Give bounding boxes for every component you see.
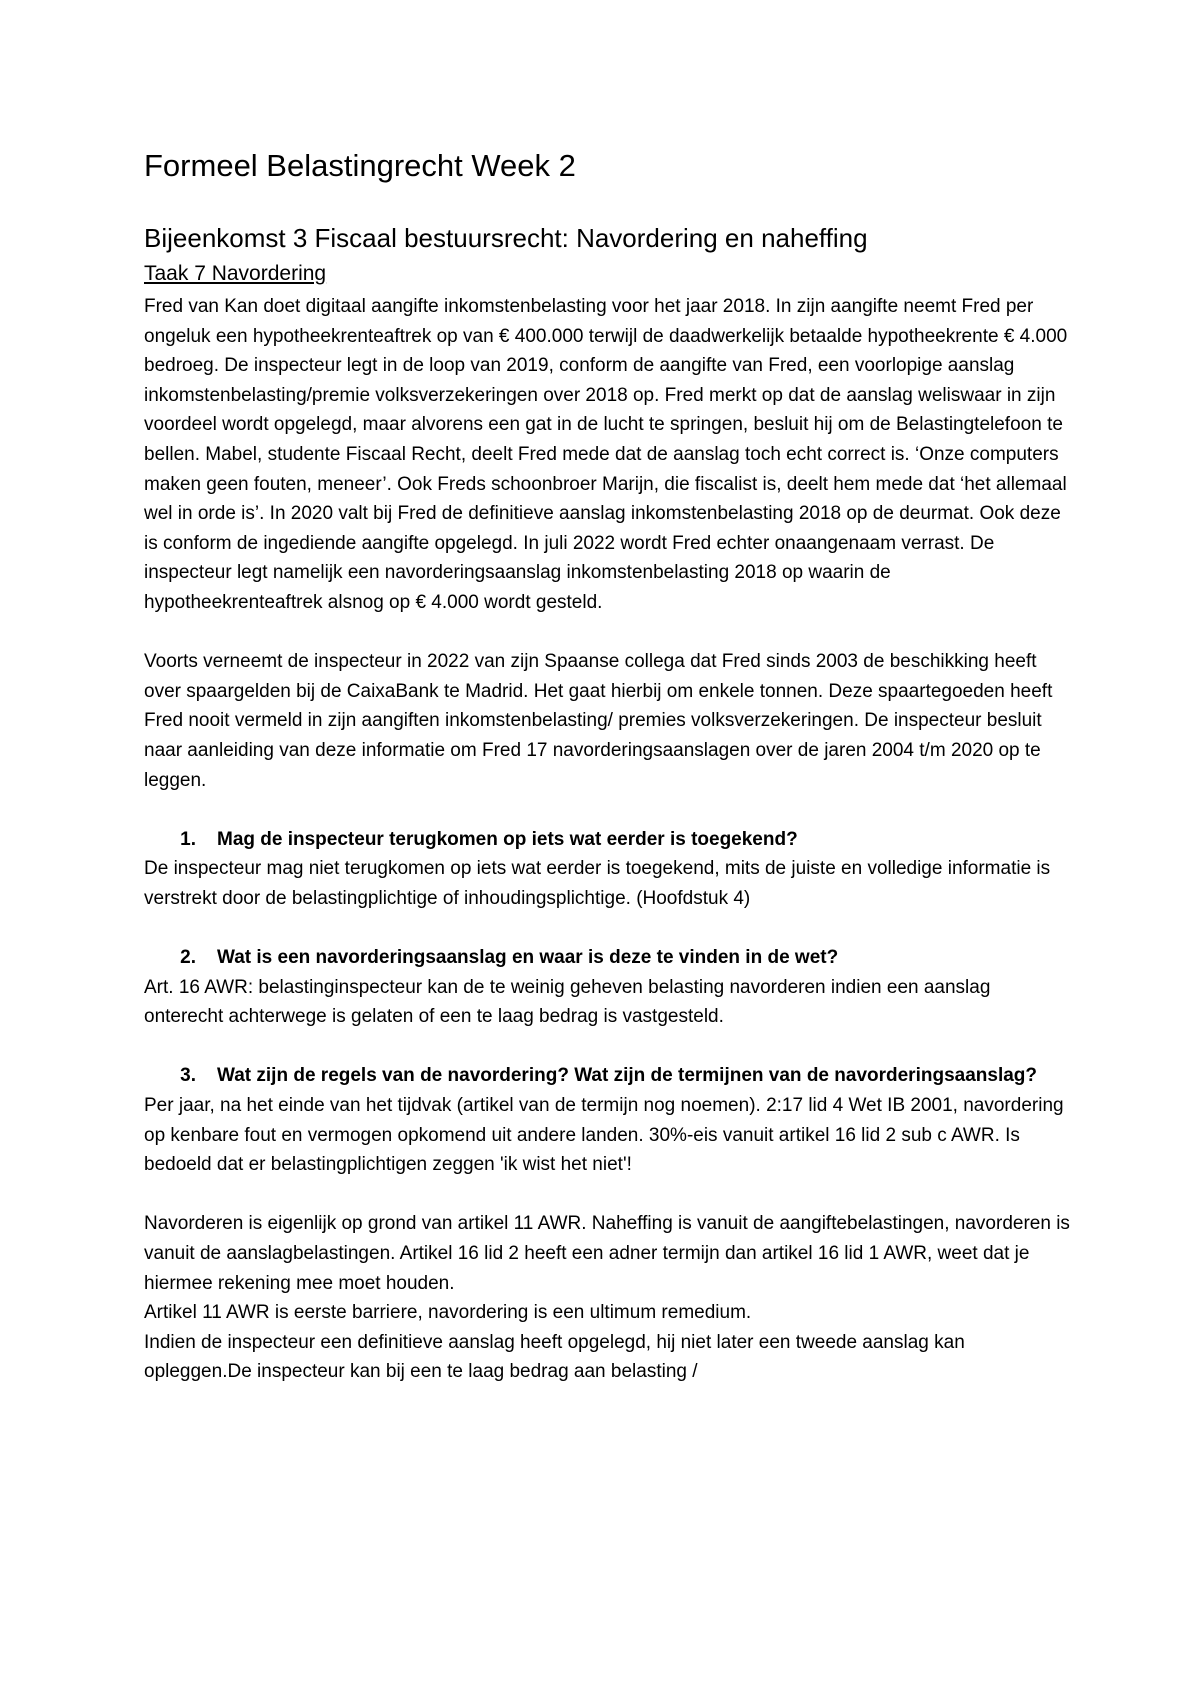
closing-line-2: Artikel 11 AWR is eerste barriere, navordering is een ultimum remedium. — [144, 1302, 752, 1324]
answer-2: Art. 16 AWR: belastinginspecteur kan de te weinig geheven belasting navorderen indien een aanslag onterecht achterwege is gelaten of een te laag bedrag is vastgesteld. — [144, 976, 991, 1028]
case-paragraph-1: Fred van Kan doet digitaal aangifte inkomstenbelasting voor het jaar 2018. In zijn aangifte neemt Fred per ongeluk een hypotheekrenteaftrek op van € 400.000 terwijl de daadwerkelijk betaalde hypotheekrente € 4.000 bedroeg. De inspecteur legt in de loop van 2019, conform de aangifte van Fred, een voorlopige aanslag inkomstenbelasting/premie volksverzekeringen over 2018 op. Fred merkt op dat de aanslag weliswaar in zijn voordeel wordt opgelegd, maar alvorens een gat in de lucht te springen, besluit hij om de Belastingtelefoon te bellen. Mabel, studente Fiscaal Recht, deelt Fred mede dat de aanslag toch echt correct is. ‘Onze computers maken geen fouten, meneer’. Ook Freds schoonbroer Marijn, die fiscalist is, deelt hem mede dat ‘het allemaal wel in orde is’. In 2020 valt bij Fred de definitieve aanslag inkomstenbelasting 2018 op de deurmat. Ook deze is conform de ingediende aangifte opgelegd. In juli 2022 wordt Fred echter onaangenaam verrast. De inspecteur legt namelijk een navorderingsaanslag inkomstenbelasting 2018 op waarin de hypotheekrenteaftrek alsnog op € 4.000 wordt gesteld. — [144, 296, 1068, 613]
question-number: 2. — [180, 947, 196, 969]
question-2 — [144, 943, 1074, 973]
document-title: Formeel Belastingrecht Week 2 — [144, 148, 576, 183]
question-1 — [144, 825, 1074, 855]
case-paragraph-2: Voorts verneemt de inspecteur in 2022 van zijn Spaanse collega dat Fred sinds 2003 de beschikking heeft over spaargelden bij de CaixaBank te Madrid. Het gaat hierbij om enkele tonnen. Deze spaartegoeden heeft Fred nooit vermeld in zijn aangiften inkomstenbelasting/ premies volksverzekeringen. De inspecteur besluit naar aanleiding van deze informatie om Fred 17 navorderingsaanslagen over de jaren 2004 t/m 2020 op te leggen. — [144, 651, 1053, 791]
closing-line-3: Indien de inspecteur een definitieve aanslag heeft opgelegd, hij niet later een tweede aanslag kan opleggen.De inspecteur kan bij een te laag bedrag aan belasting / — [144, 1331, 965, 1383]
question-number: 3. — [180, 1065, 196, 1087]
question-number: 1. — [180, 828, 196, 850]
closing-paragraph-1: Navorderen is eigenlijk op grond van artikel 11 AWR. Naheffing is vanuit de aangiftebelastingen, navorderen is vanuit de aanslagbelastingen. Artikel 16 lid 2 heeft een adner termijn dan artikel 16 lid 1 AWR, weet dat je hiermee rekening mee moet houden. — [144, 1213, 1070, 1294]
spacer — [144, 1032, 1074, 1062]
question-text: Wat zijn de regels van de navordering? Wat zijn de termijnen van de navorderingsaanslag? — [217, 1065, 1037, 1087]
document-body — [144, 292, 1074, 1387]
spacer — [144, 795, 1074, 825]
question-text: Mag de inspecteur terugkomen op iets wat eerder is toegekend? — [217, 828, 798, 850]
question-3 — [144, 1061, 1074, 1091]
spacer — [144, 1180, 1074, 1210]
question-text: Wat is een navorderingsaanslag en waar is deze te vinden in de wet? — [217, 947, 839, 969]
document-page — [144, 0, 1074, 1698]
spacer — [144, 913, 1074, 943]
spacer — [144, 618, 1074, 648]
answer-1: De inspecteur mag niet terugkomen op iets wat eerder is toegekend, mits de juiste en volledige informatie is verstrekt door de belastingplichtige of inhoudingsplichtige. (Hoofdstuk 4) — [144, 858, 1051, 909]
task-heading: Taak 7 Navordering — [144, 262, 327, 285]
document-subtitle: Bijeenkomst 3 Fiscaal bestuursrecht: Navordering en naheffing — [144, 223, 868, 253]
answer-3: Per jaar, na het einde van het tijdvak (artikel van de termijn nog noemen). 2:17 lid 4 Wet IB 2001, navordering op kenbare fout en vermogen opkomend uit andere landen. 30%-eis vanuit artikel 16 lid 2 sub c AWR. Is bedoeld dat er belastingplichtigen zeggen 'ik wist het niet'! — [144, 1095, 1064, 1176]
